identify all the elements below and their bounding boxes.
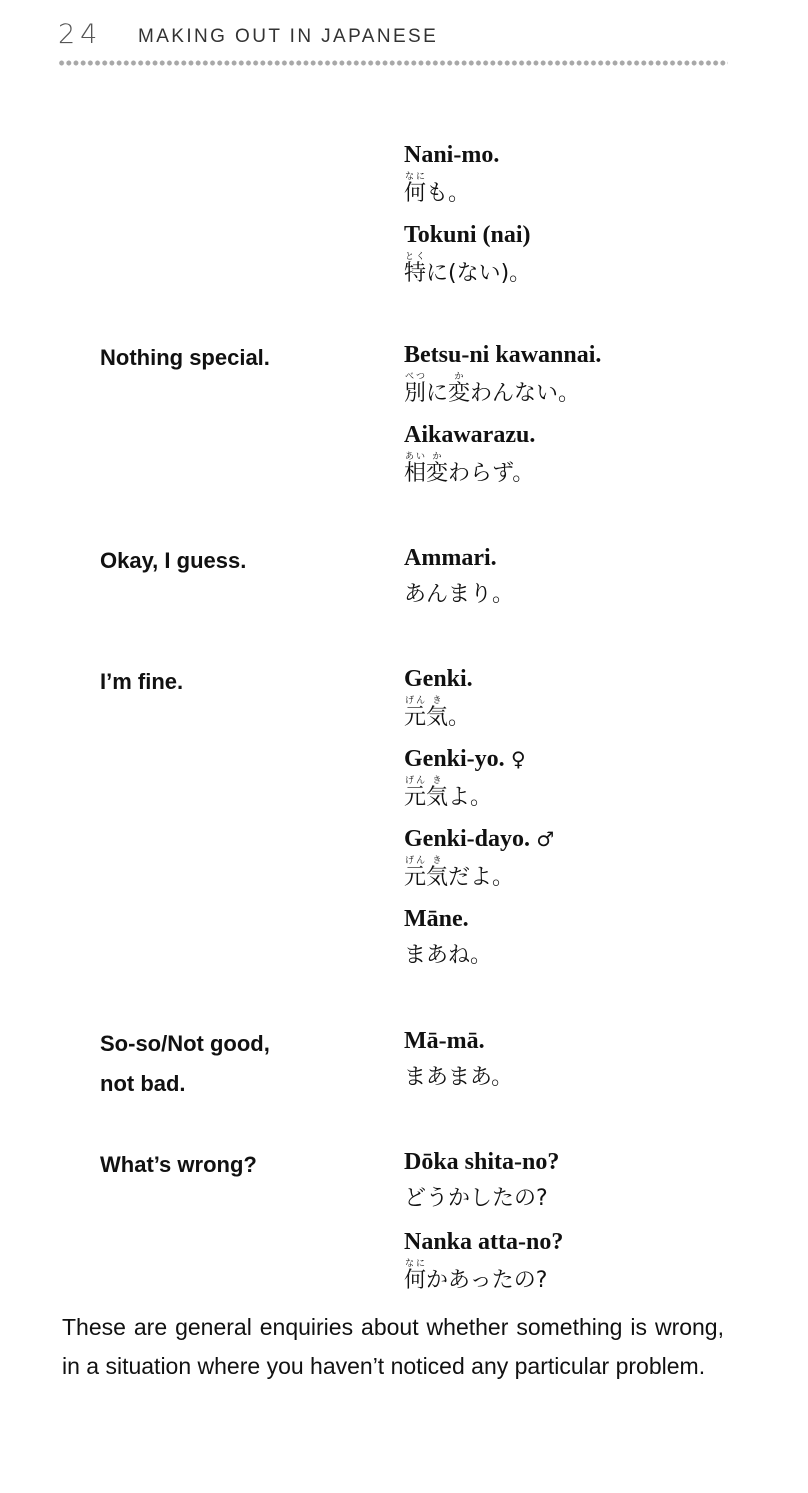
romaji-text: Nani-mo. (404, 142, 500, 168)
kanji-with-furigana: 別べつ (404, 372, 427, 406)
male-symbol-icon: ♂ (530, 827, 555, 851)
english-phrase: I’m fine. (100, 669, 184, 694)
romaji-text: Mā-mā. (404, 1028, 485, 1054)
furigana: げん (404, 776, 427, 786)
kanji-with-furigana: 相あい (404, 452, 427, 486)
furigana: べつ (404, 372, 427, 382)
kana-text: あんまり。 (404, 582, 515, 607)
japanese-phrase (404, 696, 470, 738)
kana-text: どうかしたの? (404, 1186, 548, 1211)
romaji-phrase (404, 1026, 485, 1056)
kanji-with-furigana: 気き (426, 856, 449, 890)
japanese-phrase (404, 1179, 548, 1219)
kana-text: に (426, 381, 449, 406)
romaji-text: Aikawarazu. (404, 422, 536, 448)
furigana: げん (404, 696, 427, 706)
romaji-text: Tokuni (nai) (404, 222, 531, 248)
furigana: き (426, 696, 449, 706)
japanese-phrase (404, 1259, 547, 1301)
romaji-text: Nanka atta-no? (404, 1229, 564, 1255)
romaji-text: Genki. (404, 666, 473, 692)
romaji-text: Genki-dayo. (404, 826, 531, 852)
kanji-with-furigana: 変か (426, 452, 449, 486)
romaji-phrase (404, 1147, 559, 1177)
japanese-phrase (404, 856, 514, 898)
furigana: とく (404, 252, 427, 262)
kanji-with-furigana: 何なに (404, 1259, 427, 1293)
japanese-phrase (404, 776, 492, 818)
romaji-phrase (404, 904, 469, 934)
furigana: あい (404, 452, 427, 462)
kana-text: 。 (448, 705, 471, 730)
japanese-phrase (404, 172, 470, 214)
kanji-with-furigana: 気き (426, 776, 449, 810)
furigana: げん (404, 856, 427, 866)
female-symbol-icon: ♀ (504, 747, 526, 771)
japanese-phrase (404, 936, 492, 976)
english-phrase: What’s wrong? (100, 1152, 257, 1177)
romaji-phrase (404, 420, 535, 450)
japanese-phrase (404, 575, 514, 615)
kana-text: かあったの? (426, 1268, 548, 1293)
english-phrase: Nothing special. (100, 345, 270, 370)
kanji-with-furigana: 元げん (404, 696, 427, 730)
english-phrase: So-so/Not good, (100, 1031, 270, 1056)
furigana: か (426, 452, 449, 462)
romaji-phrase (404, 140, 499, 170)
romaji-text: Dōka shita-no? (404, 1149, 560, 1175)
romaji-phrase (404, 824, 554, 854)
kana-text: わんない。 (470, 381, 581, 406)
japanese-phrase (404, 372, 580, 414)
kanji-with-furigana: 何なに (404, 172, 427, 206)
kana-text: まあまあ。 (404, 1065, 514, 1090)
running-title: MAKING OUT IN JAPANESE (138, 26, 439, 47)
furigana: き (426, 856, 449, 866)
kana-text: に(ない)。 (426, 261, 532, 286)
kana-text: まあね。 (404, 943, 493, 968)
kanji-with-furigana: 元げん (404, 776, 427, 810)
romaji-phrase (404, 340, 601, 370)
kanji-with-furigana: 元げん (404, 856, 427, 890)
kanji-with-furigana: 特とく (404, 252, 427, 286)
page-number: 24 (58, 19, 103, 50)
romaji-phrase (404, 744, 526, 774)
romaji-phrase (404, 664, 473, 694)
kana-text: も。 (426, 181, 471, 206)
kanji-with-furigana: 変か (448, 372, 471, 406)
furigana: なに (404, 1259, 427, 1269)
kana-text: よ。 (448, 785, 493, 810)
romaji-text: Genki-yo. (404, 746, 505, 772)
usage-note: These are general enquiries about whether something is wrong, in a situation where you haven’t noticed any particular problem. (62, 1314, 724, 1379)
kana-text: だよ。 (448, 865, 515, 890)
japanese-phrase (404, 1058, 513, 1098)
romaji-phrase (404, 220, 531, 250)
romaji-phrase (404, 543, 497, 573)
japanese-phrase (404, 452, 534, 494)
romaji-text: Betsu-ni kawannai. (404, 342, 602, 368)
romaji-text: Ammari. (404, 545, 497, 571)
kana-text: わらず。 (448, 461, 535, 486)
furigana: き (426, 776, 449, 786)
kanji-with-furigana: 気き (426, 696, 449, 730)
japanese-phrase (404, 252, 531, 294)
dotted-rule (58, 59, 728, 67)
furigana: なに (404, 172, 427, 182)
furigana: か (448, 372, 471, 382)
english-phrase: not bad. (100, 1071, 186, 1096)
romaji-text: Māne. (404, 906, 469, 932)
english-phrase: Okay, I guess. (100, 548, 247, 573)
romaji-phrase (404, 1227, 563, 1257)
